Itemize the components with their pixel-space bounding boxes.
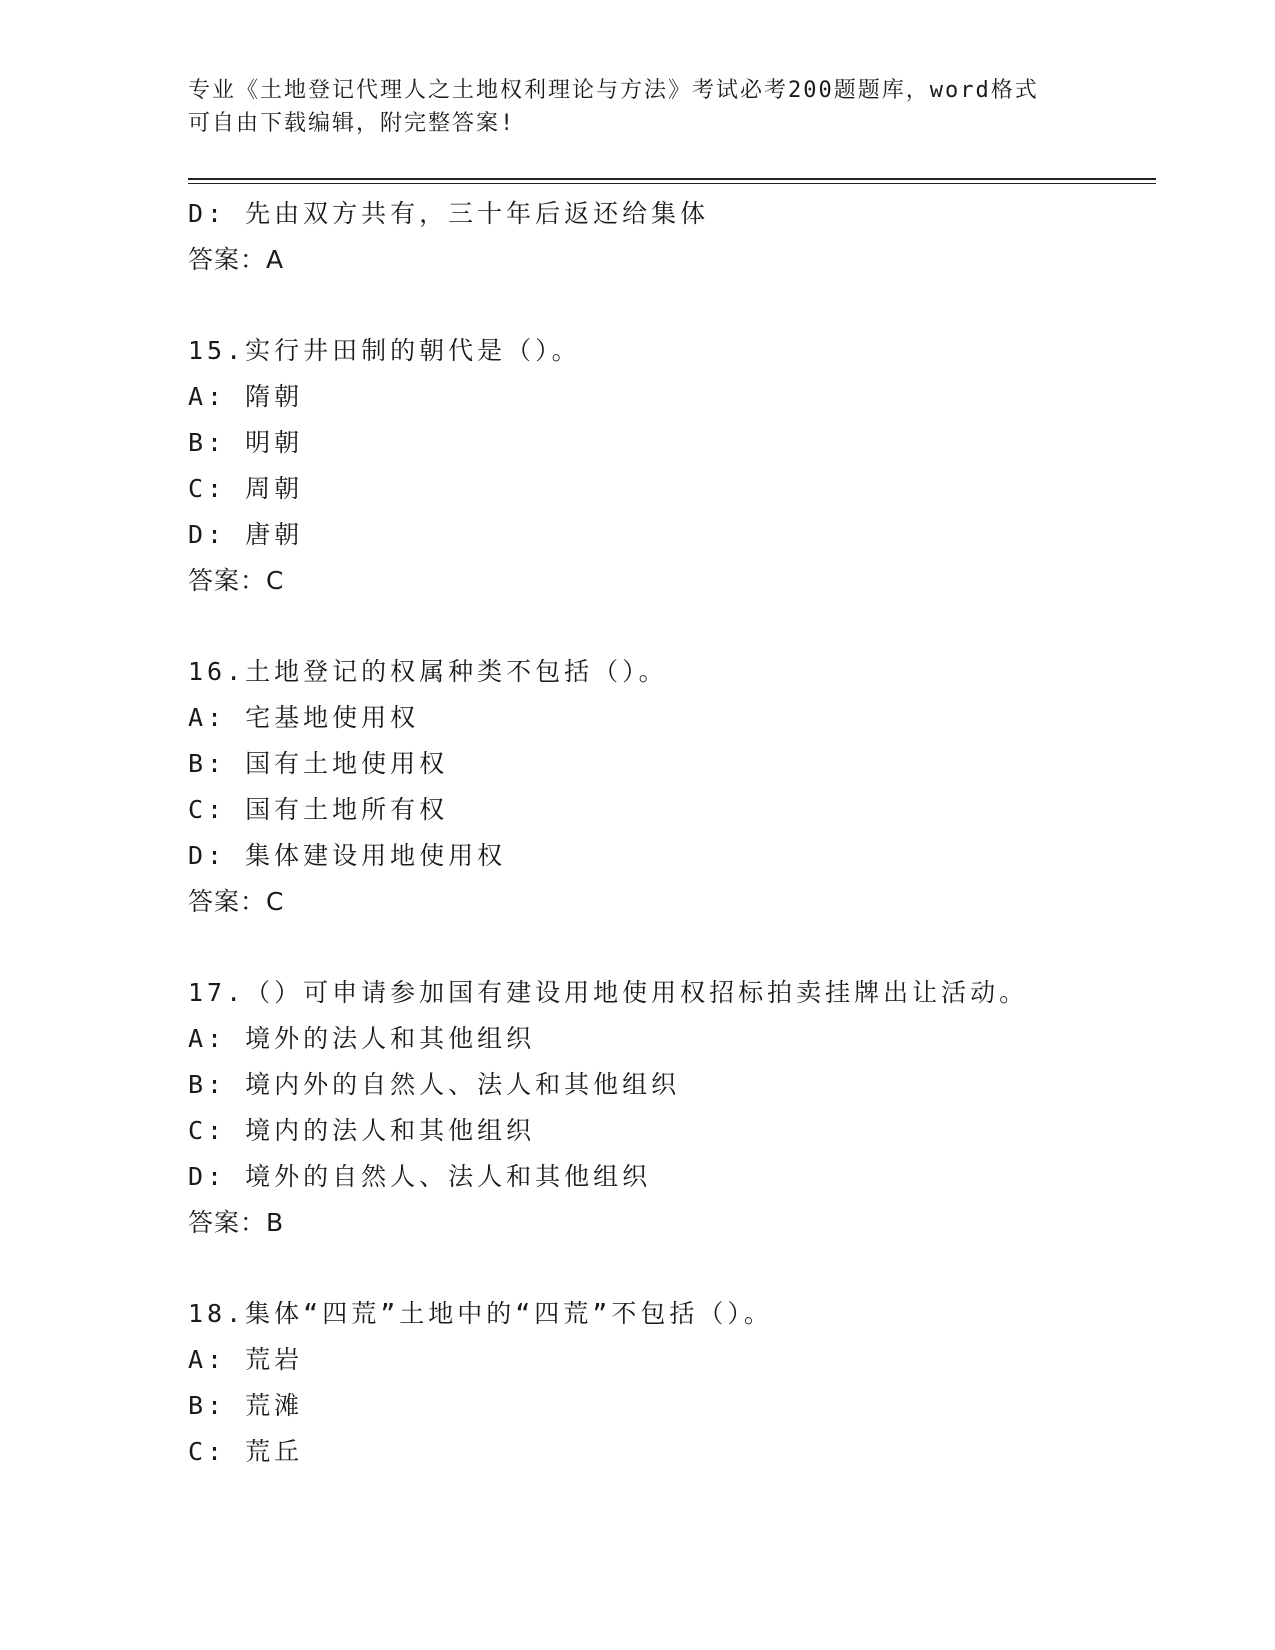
question-spacer (188, 604, 1156, 649)
header-line-1: 专业《土地登记代理人之土地权利理论与方法》考试必考200题题库，word格式 (188, 78, 1039, 103)
question-stem: 18.集体“四荒”土地中的“四荒”不包括（）。 (188, 1299, 773, 1328)
header-line-2: 可自由下载编辑，附完整答案! (188, 111, 516, 136)
option-d: D: 境外的自然人、法人和其他组织 (188, 1162, 652, 1191)
option-d: D: 先由双方共有，三十年后返还给集体 (188, 199, 710, 228)
option-b: B: 荒滩 (188, 1391, 304, 1420)
option-a: A: 荒岩 (188, 1345, 304, 1374)
question-16 (188, 649, 1156, 925)
question-17 (188, 970, 1156, 1246)
option-b: B: 明朝 (188, 428, 304, 457)
answer-line: 答案：A (188, 245, 285, 274)
header-divider-thick (188, 178, 1156, 180)
question-spacer (188, 283, 1156, 328)
option-c: C: 周朝 (188, 474, 304, 503)
answer-line: 答案：C (188, 887, 285, 916)
option-d: D: 集体建设用地使用权 (188, 841, 507, 870)
question-spacer (188, 925, 1156, 970)
option-a: A: 境外的法人和其他组织 (188, 1024, 536, 1053)
header-divider-thin (188, 183, 1156, 184)
question-stem: 16.土地登记的权属种类不包括（）。 (188, 657, 668, 686)
answer-line: 答案：B (188, 1208, 285, 1237)
question-14-tail (188, 191, 1156, 283)
option-c: C: 境内的法人和其他组织 (188, 1116, 536, 1145)
question-18 (188, 1291, 1156, 1475)
option-a: A: 宅基地使用权 (188, 703, 420, 732)
answer-line: 答案：C (188, 566, 285, 595)
option-b: B: 境内外的自然人、法人和其他组织 (188, 1070, 681, 1099)
option-a: A: 隋朝 (188, 382, 304, 411)
option-c: C: 国有土地所有权 (188, 795, 449, 824)
question-stem: 17.（）可申请参加国有建设用地使用权招标拍卖挂牌出让活动。 (188, 978, 1029, 1007)
question-spacer (188, 1246, 1156, 1291)
option-b: B: 国有土地使用权 (188, 749, 449, 778)
question-stem: 15.实行井田制的朝代是（）。 (188, 336, 581, 365)
option-d: D: 唐朝 (188, 520, 304, 549)
question-list (188, 191, 1156, 1475)
document-header (188, 74, 1088, 140)
question-15 (188, 328, 1156, 604)
option-c: C: 荒丘 (188, 1437, 304, 1466)
